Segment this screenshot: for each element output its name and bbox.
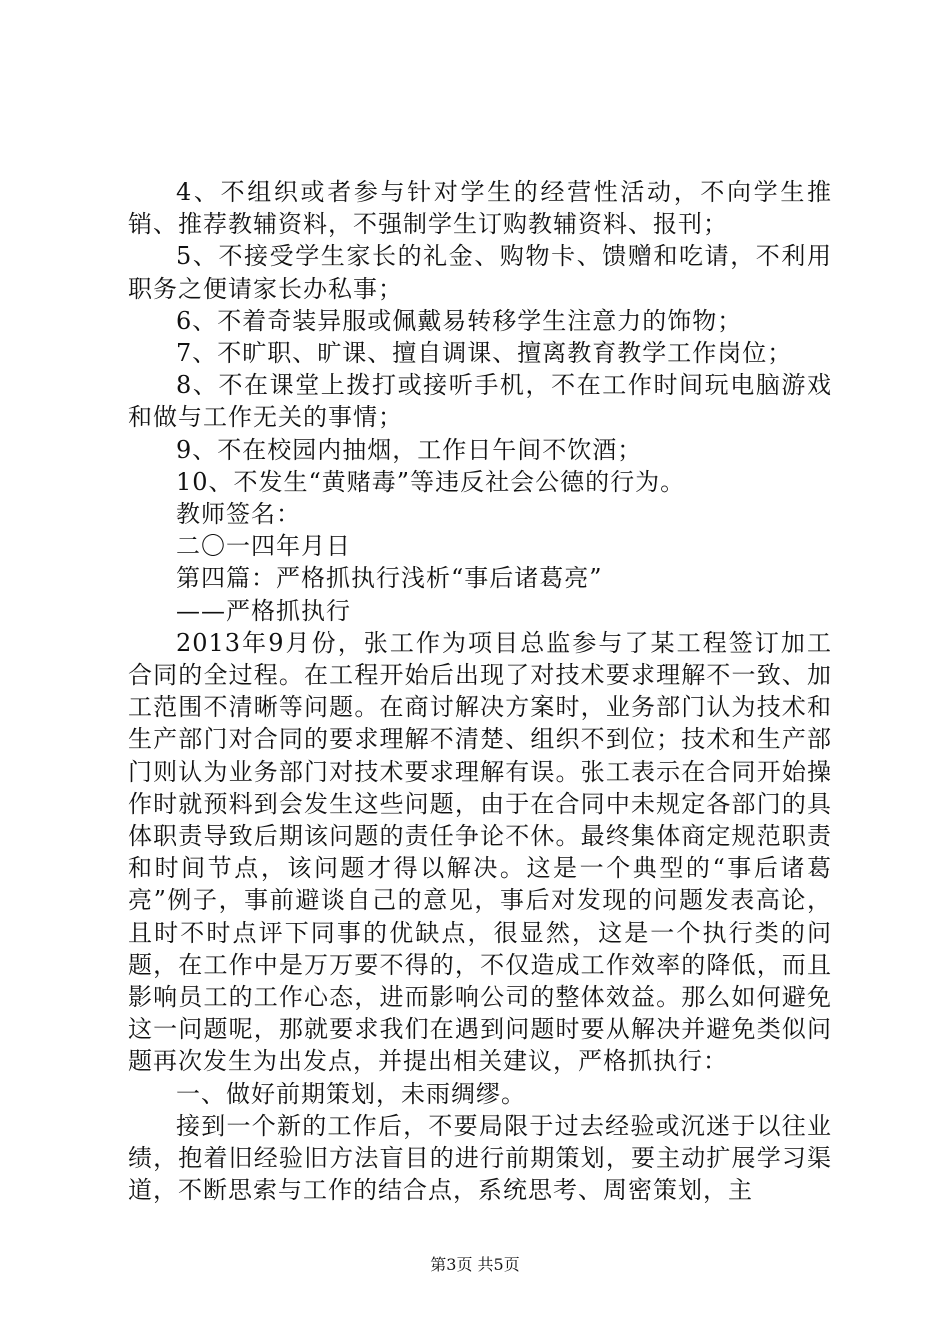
date-line: 二〇一四年月日 — [176, 532, 351, 561]
paragraph-rule-10: 10、不发生“黄赌毒”等违反社会公德的行为。 — [176, 467, 686, 496]
section-subtitle: ——严格抓执行 — [176, 596, 351, 625]
document-body — [128, 176, 832, 1207]
teacher-signature-line: 教师签名： — [176, 500, 301, 529]
paragraph-rule-7: 7、不旷职、旷课、擅自调课、擅离教育教学工作岗位； — [176, 339, 793, 368]
heading-point-one: 一、做好前期策划，未雨绸缪。 — [176, 1079, 526, 1108]
page-number-footer: 第3页 共5页 — [430, 1255, 520, 1274]
paragraph-rule-8: 8、不在课堂上拨打或接听手机，不在工作时间玩电脑游戏和做与工作无关的事情； — [128, 371, 832, 432]
section-title: 第四篇：严格抓执行浅析“事后诸葛亮” — [176, 564, 603, 593]
paragraph-rule-6: 6、不着奇装异服或佩戴易转移学生注意力的饰物； — [176, 306, 743, 335]
paragraph-point-one-body: 接到一个新的工作后，不要局限于过去经验或沉迷于以往业绩，抱着旧经验旧方法盲目的进行前期策划，要主动扩展学习渠道，不断思索与工作的结合点，系统思考、周密策划，主 — [128, 1111, 832, 1205]
paragraph-rule-4: 4、不组织或者参与针对学生的经营性活动，不向学生推销、推荐教辅资料，不强制学生订购教辅资料、报刊； — [128, 178, 832, 239]
paragraph-case-story: 2013年9月份，张工作为项目总监参与了某工程签订加工合同的全过程。在工程开始后出现了对技术要求理解不一致、加工范围不清晰等问题。在商讨解决方案时，业务部门认为技术和生产部门对合同的要求理解不清楚、组织不到位；技术和生产部门则认为业务部门对技术要求理解有误。张工表示在合同开始操作时就预料到会发生这些问题，由于在合同中未规定各部门的具体职责导致后期该问题的责任争论不休。最终集体商定规范职责和时间节点，该问题才得以解决。这是一个典型的“事后诸葛亮”例子，事前避谈自己的意见，事后对发现的问题发表高论，且时不时点评下同事的优缺点，很显然，这是一个执行类的问题，在工作中是万万要不得的，不仅造成工作效率的降低，而且影响员工的工作心态，进而影响公司的整体效益。那么如何避免这一问题呢，那就要求我们在遇到问题时要从解决并避免类似问题再次发生为出发点，并提出相关建议，严格抓执行： — [128, 628, 832, 1076]
paragraph-rule-5: 5、不接受学生家长的礼金、购物卡、馈赠和吃请，不利用职务之便请家长办私事； — [128, 242, 832, 303]
paragraph-rule-9: 9、不在校园内抽烟，工作日午间不饮酒； — [176, 435, 643, 464]
